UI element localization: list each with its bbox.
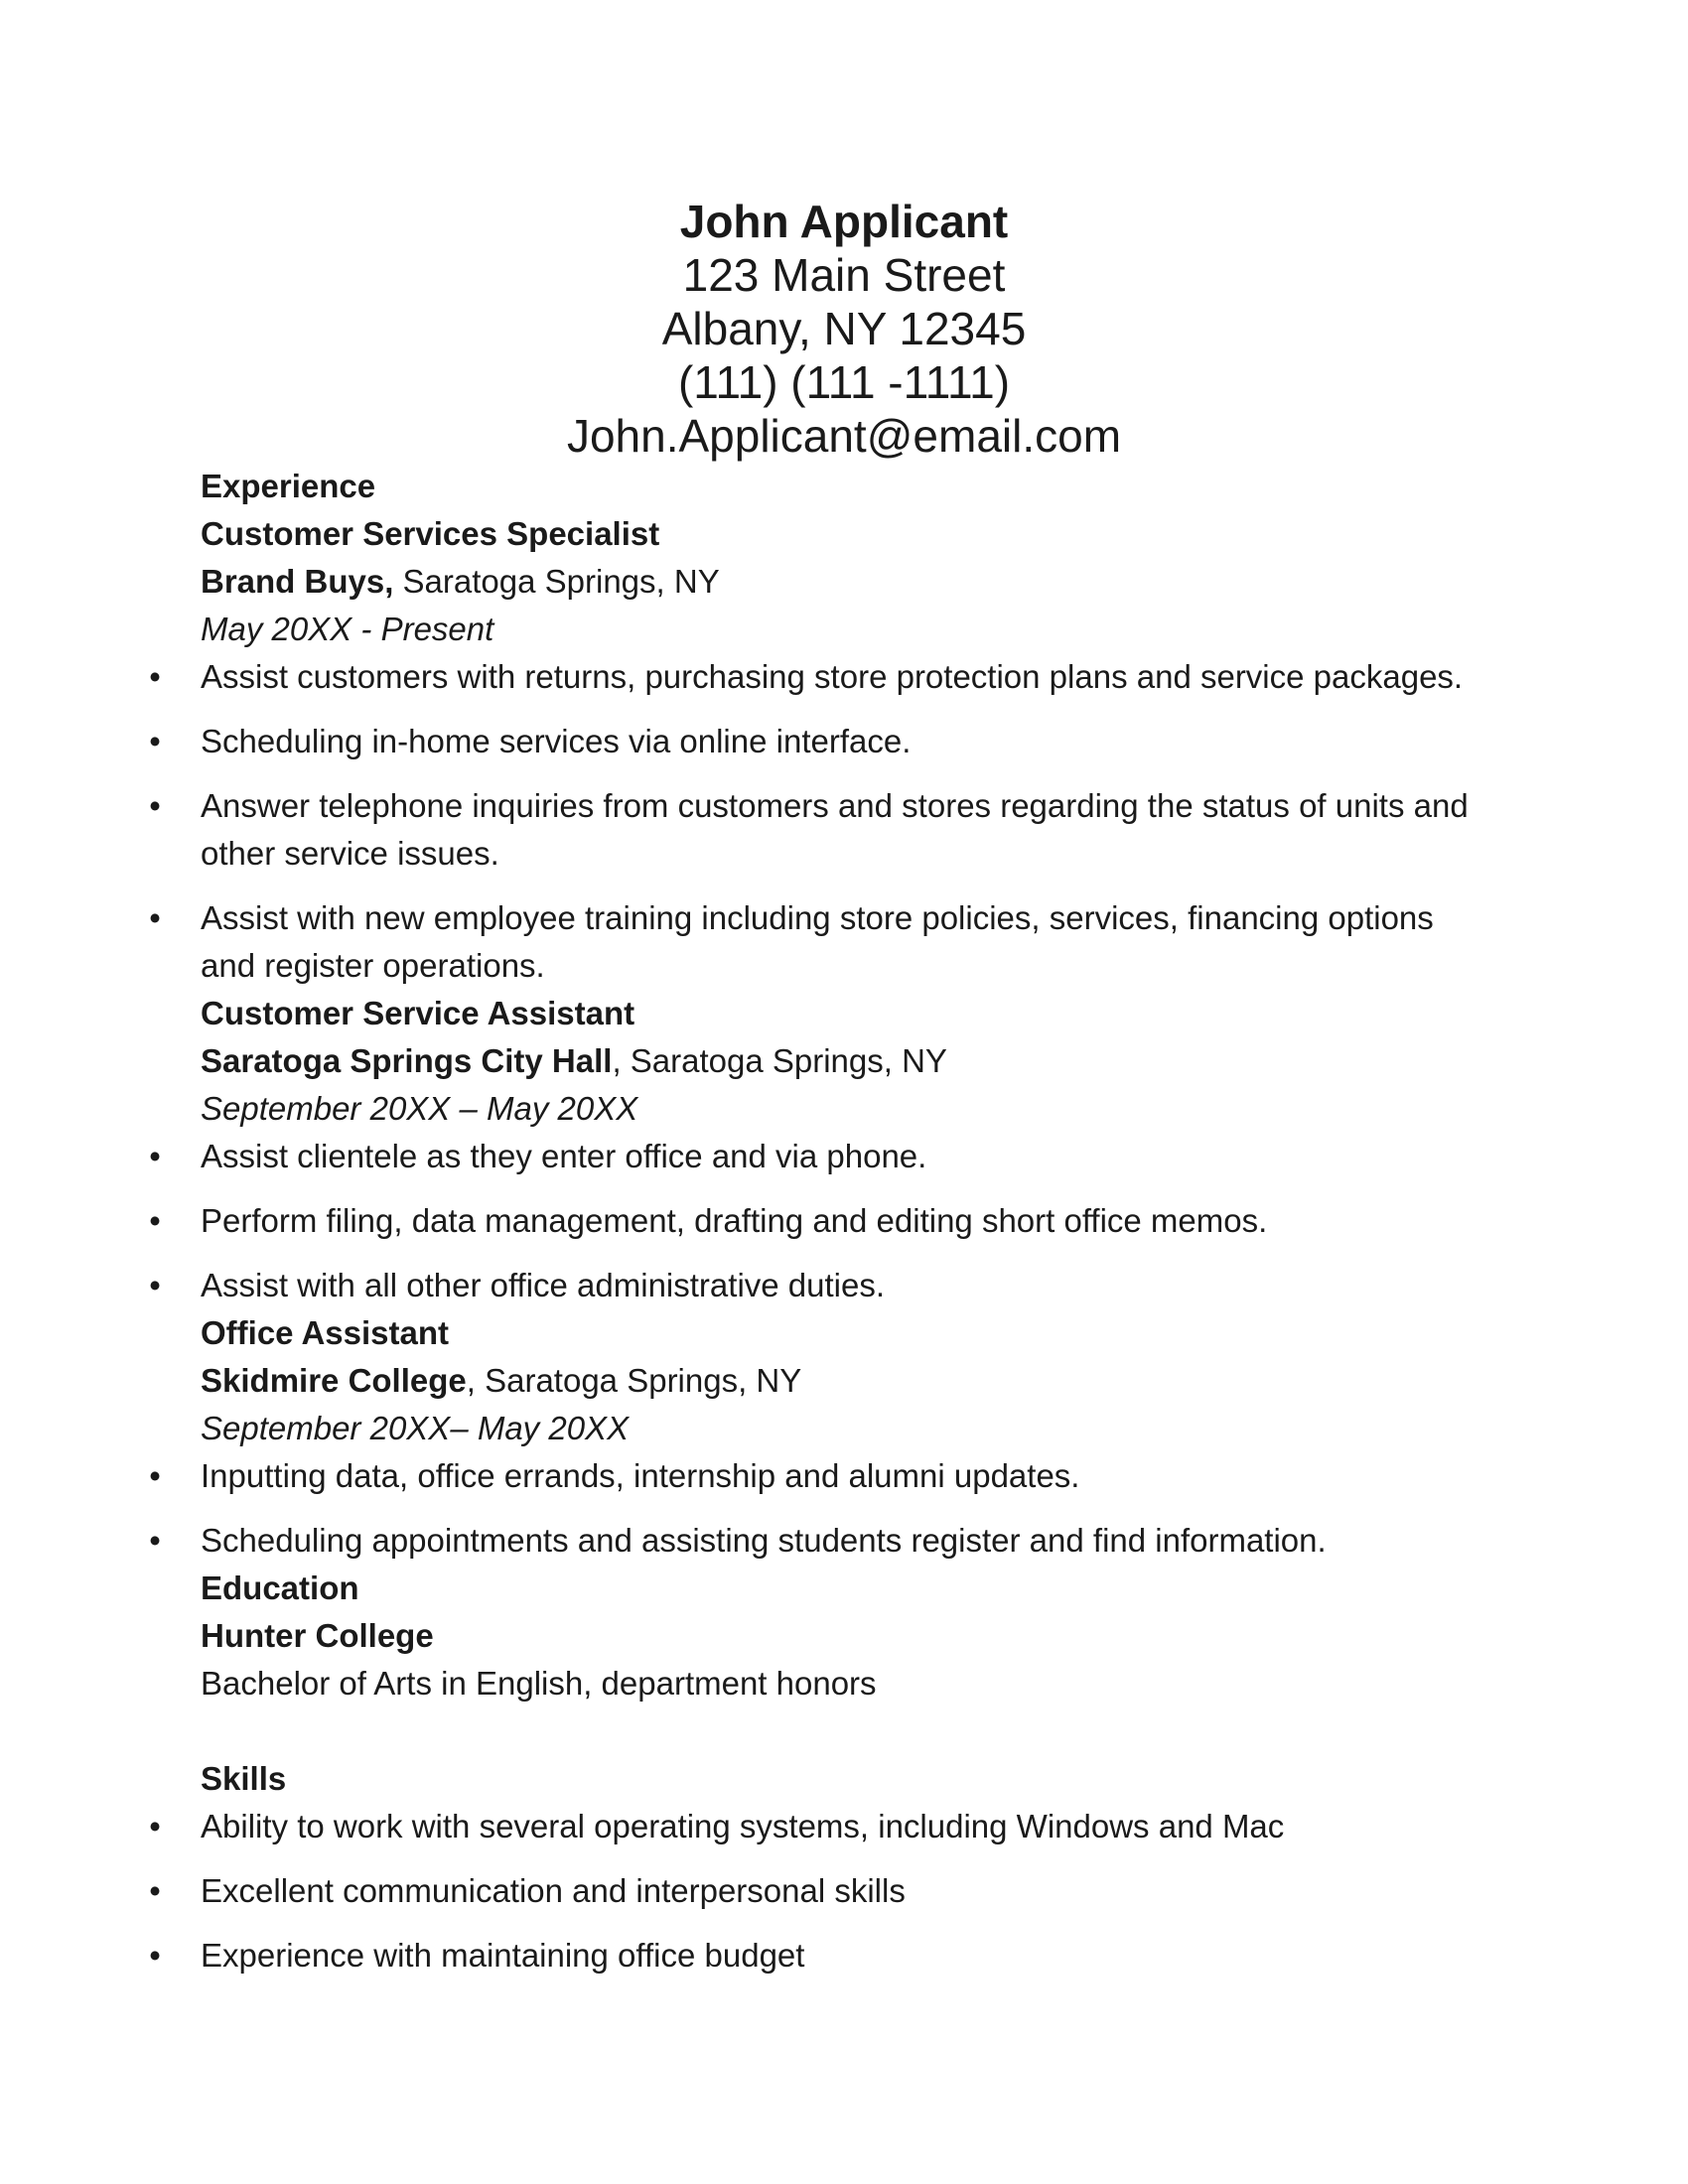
list-item (0, 782, 1688, 878)
resume-header (0, 195, 1688, 463)
experience-heading: Experience (201, 468, 376, 504)
list-item-text: Ability to work with several operating systems, including Windows and Mac (201, 1808, 1285, 1844)
job-employer-line (0, 558, 1688, 606)
list-item-text: Experience with maintaining office budget (201, 1937, 805, 1974)
city-state-zip: Albany, NY 12345 (661, 303, 1027, 354)
bullet-icon: • (149, 1457, 161, 1494)
school-name: Hunter College (201, 1617, 434, 1654)
list-item-text: Assist customers with returns, purchasing store protection plans and service packages. (201, 658, 1464, 695)
list-item-text: Assist with all other office administrative duties. (201, 1267, 886, 1303)
bullet-icon: • (149, 1872, 161, 1909)
list-item (0, 1133, 1688, 1180)
job-title: Office Assistant (201, 1314, 450, 1351)
bullet-icon: • (149, 899, 161, 936)
email-address: John.Applicant@email.com (566, 410, 1122, 462)
job-employer-line (0, 1357, 1688, 1405)
list-item (0, 1867, 1688, 1915)
employer-name: Skidmire College (201, 1362, 467, 1399)
job-dates: May 20XX - Present (201, 611, 494, 647)
employer-name: Brand Buys, (201, 563, 394, 600)
list-item (0, 1452, 1688, 1500)
skills-heading: Skills (201, 1760, 287, 1797)
list-item-text: Scheduling in-home services via online interface. (201, 723, 912, 759)
list-item-text: Answer telephone inquiries from customers and stores regarding the status of units and other service issues. (201, 787, 1469, 872)
bullet-icon: • (149, 1808, 161, 1844)
degree-text: Bachelor of Arts in English, department honors (201, 1665, 877, 1702)
bullet-icon: • (149, 1267, 161, 1303)
job-dates: September 20XX– May 20XX (201, 1410, 630, 1446)
list-item (0, 718, 1688, 765)
resume-body (0, 463, 1688, 1979)
applicant-name: John Applicant (679, 196, 1009, 247)
education-heading: Education (201, 1570, 359, 1606)
list-item (0, 653, 1688, 701)
list-item (0, 894, 1688, 990)
list-item-text: Perform filing, data management, drafting and editing short office memos. (201, 1202, 1268, 1239)
bullet-icon: • (149, 658, 161, 695)
list-item (0, 1517, 1688, 1565)
street-address: 123 Main Street (682, 249, 1006, 301)
bullet-icon: • (149, 1522, 161, 1559)
employer-location: , Saratoga Springs, NY (612, 1042, 947, 1079)
job-title: Customer Service Assistant (201, 995, 635, 1031)
job-employer-line (0, 1037, 1688, 1085)
list-item (0, 1932, 1688, 1979)
bullet-icon: • (149, 723, 161, 759)
section-spacer (0, 1707, 1688, 1755)
list-item-text: Scheduling appointments and assisting students register and find information. (201, 1522, 1327, 1559)
job-title: Customer Services Specialist (201, 515, 660, 552)
phone-number: (111) (111 -1111) (677, 356, 1011, 408)
bullet-icon: • (149, 787, 161, 824)
list-item (0, 1803, 1688, 1850)
list-item-text: Inputting data, office errands, internship and alumni updates. (201, 1457, 1080, 1494)
list-item-text: Excellent communication and interpersonal skills (201, 1872, 906, 1909)
employer-location: Saratoga Springs, NY (393, 563, 720, 600)
list-item (0, 1197, 1688, 1245)
list-item (0, 1262, 1688, 1309)
list-item-text: Assist clientele as they enter office and via phone. (201, 1138, 927, 1174)
bullet-icon: • (149, 1138, 161, 1174)
employer-location: , Saratoga Springs, NY (466, 1362, 802, 1399)
bullet-icon: • (149, 1202, 161, 1239)
bullet-icon: • (149, 1937, 161, 1974)
list-item-text: Assist with new employee training including store policies, services, financing options and register operations. (201, 899, 1434, 984)
employer-name: Saratoga Springs City Hall (201, 1042, 613, 1079)
job-dates: September 20XX – May 20XX (201, 1090, 638, 1127)
